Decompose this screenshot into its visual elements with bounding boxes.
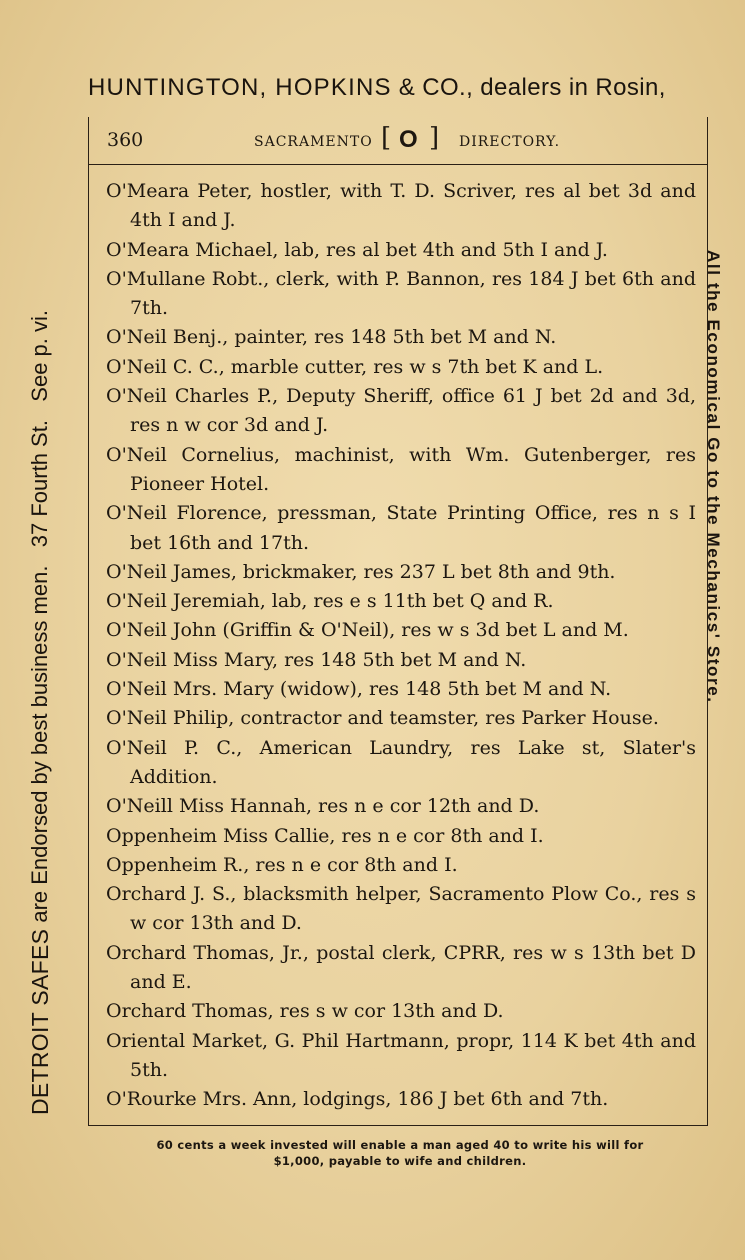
directory-entry: O'Neil James, brickmaker, res 237 L bet 8th and 9th. xyxy=(106,560,616,583)
directory-entry: O'Neil Cornelius, machinist, with Wm. Gutenberger, res Pioneer Hotel. xyxy=(106,443,696,495)
directory-entry: O'Neil P. C., American Laundry, res Lake st, Slater's Addition. xyxy=(106,736,696,788)
directory-entry: O'Neil C. C., marble cutter, res w s 7th bet K and L. xyxy=(106,355,604,378)
directory-entry: O'Mullane Robt., clerk, with P. Bannon, res 184 J bet 6th and 7th. xyxy=(106,267,696,320)
banner-firm-name: HUNTINGTON, HOPKINS xyxy=(88,74,392,101)
banner-tagline: & CO., dealers in Rosin, xyxy=(391,74,666,101)
running-head-bracket-left: [ xyxy=(381,123,392,153)
right-margin-advertisement: All the Economical Go to the Mechanics' Store. xyxy=(704,250,723,704)
left-margin-advertisement xyxy=(18,105,62,1115)
footer-line-2: $1,000, payable to wife and children. xyxy=(273,1154,527,1168)
running-head-city: SACRAMENTO xyxy=(254,134,373,150)
directory-entry: Orchard Thomas, res s w cor 13th and D. xyxy=(106,1000,504,1023)
directory-entry: O'Neil John (Griffin & O'Neil), res w s 3d bet L and M. xyxy=(106,619,629,642)
left-margin-tagline: are Endorsed by best business men. 37 Fourth St. See p. vi. xyxy=(27,309,52,929)
footer-line-1: 60 cents a week invested will enable a man aged 40 to write his will for xyxy=(156,1138,644,1152)
directory-entry: Oppenheim Miss Callie, res n e cor 8th and I. xyxy=(106,824,544,847)
directory-entry: O'Neil Charles P., Deputy Sheriff, office 61 J bet 2d and 3d, res n w cor 3d and J. xyxy=(106,385,696,437)
running-head xyxy=(89,117,707,165)
directory-entry: Orchard J. S., blacksmith helper, Sacramento Plow Co., res s w cor 13th and D. xyxy=(106,883,696,935)
directory-entry: O'Meara Peter, hostler, with T. D. Scriver, res al bet 3d and 4th I and J. xyxy=(106,180,696,232)
directory-entry: O'Neil Miss Mary, res 148 5th bet M and N. xyxy=(106,648,527,671)
top-advertisement-banner xyxy=(88,74,728,102)
directory-entry: O'Meara Michael, lab, res al bet 4th and 5th I and J. xyxy=(106,238,608,261)
footer-rule xyxy=(88,1125,708,1126)
running-head-directory-word: DIRECTORY. xyxy=(459,134,561,150)
directory-entry: O'Neil Jeremiah, lab, res e s 11th bet Q and R. xyxy=(106,590,554,613)
directory-entry: O'Rourke Mrs. Ann, lodgings, 186 J bet 6th and 7th. xyxy=(106,1088,609,1111)
directory-entry: O'Neill Miss Hannah, res n e cor 12th and D. xyxy=(106,795,540,818)
directory-entry: O'Neil Florence, pressman, State Printing Office, res n s I bet 16th and 17th. xyxy=(106,502,696,554)
directory-entries xyxy=(106,177,696,1115)
footer-advertisement xyxy=(100,1137,700,1169)
directory-entry: Oriental Market, G. Phil Hartmann, propr, 114 K bet 4th and 5th. xyxy=(106,1029,696,1081)
directory-entry: O'Neil Mrs. Mary (widow), res 148 5th bet M and N. xyxy=(106,678,612,701)
running-head-bracket-right: ] xyxy=(429,123,440,153)
directory-entry: O'Neil Philip, contractor and teamster, res Parker House. xyxy=(106,707,659,730)
directory-entry: Orchard Thomas, Jr., postal clerk, CPRR, res w s 13th bet D and E. xyxy=(106,941,696,994)
page-number: 360 xyxy=(107,129,144,151)
left-margin-brand: DETROIT SAFES xyxy=(26,928,53,1115)
directory-entry: O'Neil Benj., painter, res 148 5th bet M and N. xyxy=(106,326,557,349)
directory-entry: Oppenheim R., res n e cor 8th and I. xyxy=(106,853,458,876)
running-head-section-letter: O xyxy=(399,126,418,153)
